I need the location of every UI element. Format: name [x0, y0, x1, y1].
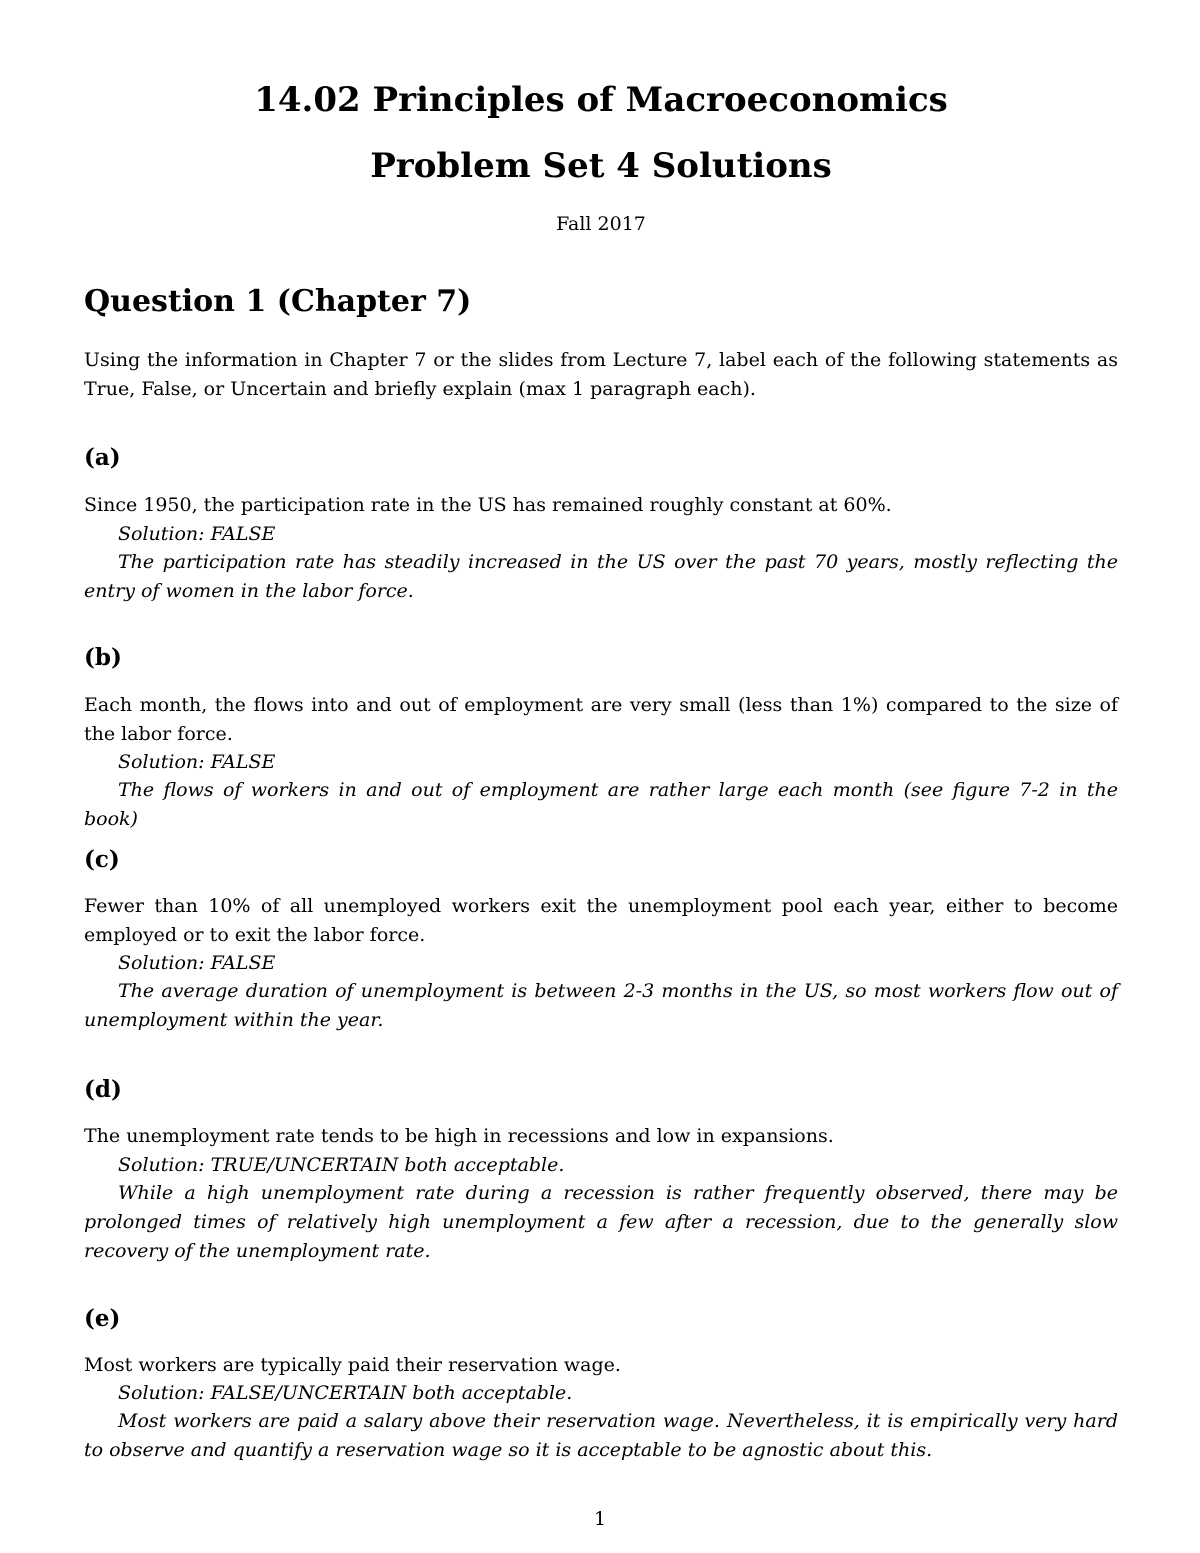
part-b-explanation: The flows of workers in and out of employment are rather large each month (see figure 7-2 in the book) [84, 779, 1118, 830]
part-c-explanation: The average duration of unemployment is between 2-3 months in the US, so most workers flow out of unemployment within the year. [84, 980, 1118, 1031]
part-d-statement: The unemployment rate tends to be high in recessions and low in expansions. [84, 1125, 834, 1147]
part-d-solution: Solution: TRUE/UNCERTAIN both acceptable. [118, 1154, 565, 1176]
part-b-solution: Solution: FALSE [118, 751, 276, 773]
term-label: Fall 2017 [556, 213, 646, 235]
part-b-statement: Each month, the flows into and out of employment are very small (less than 1%) compared to the size of the labor force. [84, 694, 1118, 745]
part-d-label: (d) [84, 1076, 122, 1103]
part-c-label: (c) [84, 846, 120, 873]
part-a-statement: Since 1950, the participation rate in the US has remained roughly constant at 60%. [84, 494, 892, 516]
part-e-explanation: Most workers are paid a salary above their reservation wage. Nevertheless, it is empirically very hard to observe and quantify a reservation wage so it is acceptable to be agnostic about this. [84, 1410, 1118, 1461]
question-heading: Question 1 (Chapter 7) [84, 284, 472, 319]
part-a-solution: Solution: FALSE [118, 523, 276, 545]
part-b-label: (b) [84, 644, 122, 671]
part-e-statement: Most workers are typically paid their reservation wage. [84, 1354, 621, 1376]
part-e-solution: Solution: FALSE/UNCERTAIN both acceptable. [118, 1382, 573, 1404]
document-title: Problem Set 4 Solutions [370, 146, 832, 186]
part-d-explanation: While a high unemployment rate during a recession is rather frequently observed, there may be prolonged times of relatively high unemployment a few after a recession, due to the generally slow recovery of the unemployment rate. [84, 1182, 1118, 1262]
part-a-explanation: The participation rate has steadily increased in the US over the past 70 years, mostly reflecting the entry of women in the labor force. [84, 551, 1118, 602]
part-c-statement: Fewer than 10% of all unemployed workers exit the unemployment pool each year, either to become employed or to exit the labor force. [84, 895, 1118, 946]
course-title: 14.02 Principles of Macroeconomics [254, 80, 948, 120]
page-number: 1 [593, 1508, 607, 1530]
question-intro: Using the information in Chapter 7 or the slides from Lecture 7, label each of the following statements as True, False, or Uncertain and briefly explain (max 1 paragraph each). [84, 349, 1118, 400]
part-a-label: (a) [84, 444, 121, 471]
part-e-label: (e) [84, 1305, 121, 1332]
part-c-solution: Solution: FALSE [118, 952, 276, 974]
